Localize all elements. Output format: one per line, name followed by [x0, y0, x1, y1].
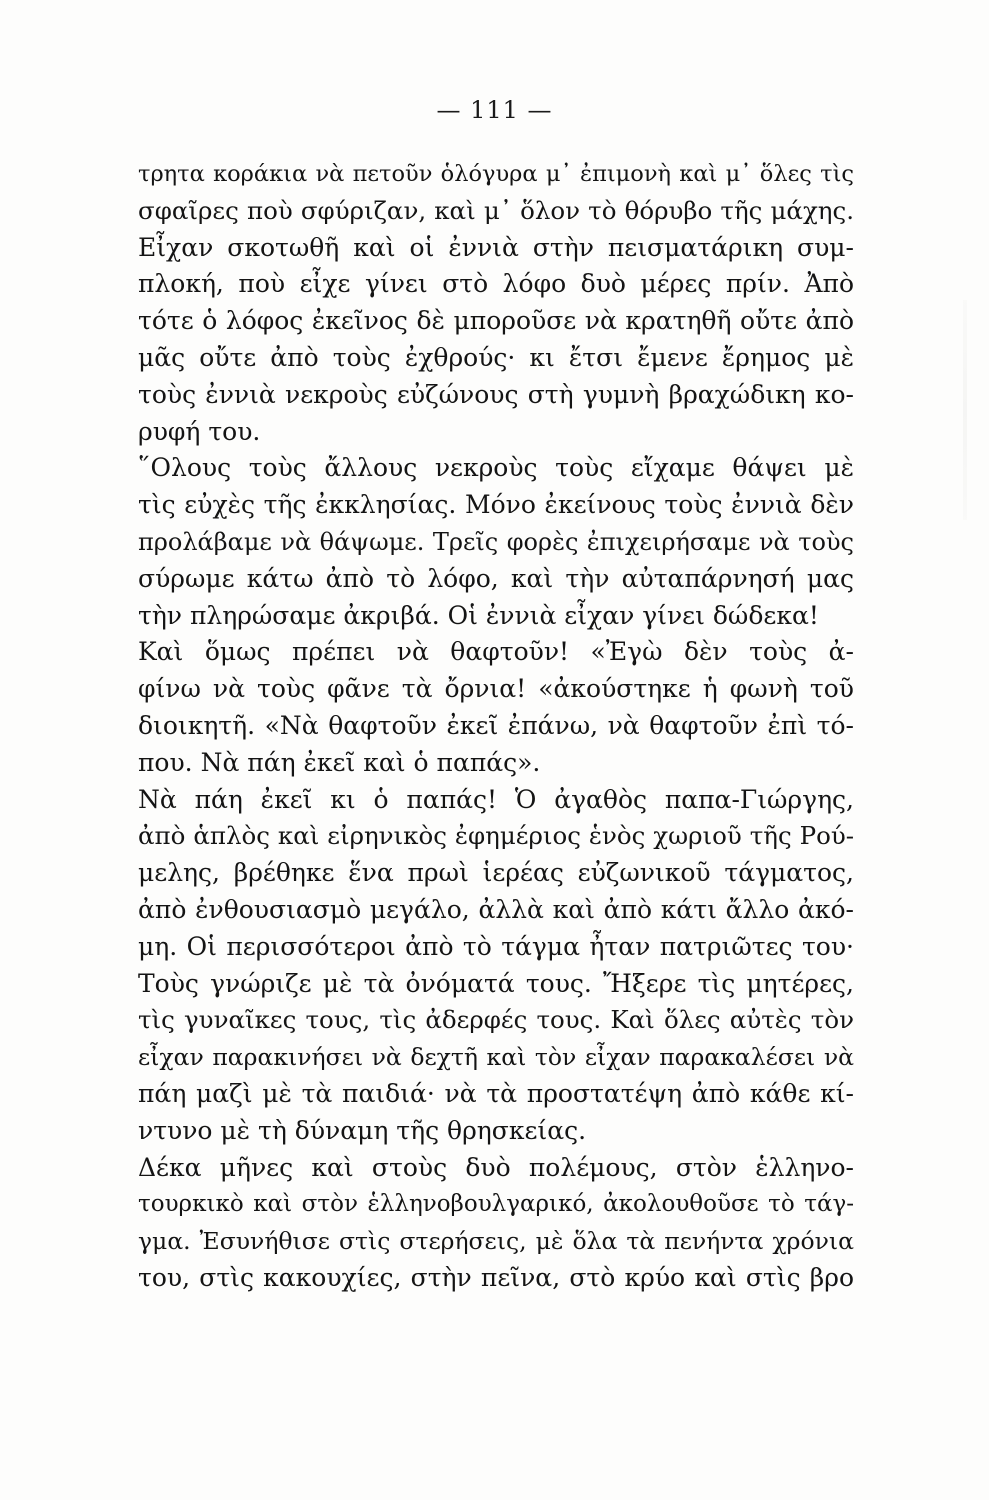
text-line: τοὺς ἐννιὰ νεκροὺς εὐζώνους στὴ γυμνὴ βραχώδικη κο-	[138, 379, 854, 409]
text-line: σύρωμε κάτω ἀπὸ τὸ λόφο, καὶ τὴν αὐταπάρνησή μας	[138, 563, 854, 593]
text-line: μη. Οἱ περισσότεροι ἀπὸ τὸ τάγμα ἦταν πατριῶτες του·	[138, 931, 854, 961]
text-line: ἀπὸ ἐνθουσιασμὸ μεγάλο, ἀλλὰ καὶ ἀπὸ κάτι ἄλλο ἀκό-	[138, 894, 854, 924]
text-line: του, στὶς κακουχίες, στὴν πεῖνα, στὸ κρύο καὶ στὶς βρο	[138, 1262, 854, 1292]
text-line: τότε ὁ λόφος ἐκεῖνος δὲ μποροῦσε νὰ κρατηθῆ οὔτε ἀπὸ	[138, 306, 854, 336]
text-line: τὴν πληρώσαμε ἀκριβά. Οἱ ἐννιὰ εἶχαν γίνει δώδεκα!	[138, 600, 819, 630]
text-line: φίνω νὰ τοὺς φᾶνε τὰ ὄρνια! «ἀκούστηκε ἡ φωνὴ τοῦ	[138, 674, 854, 704]
text-line: πάη μαζὶ μὲ τὰ παιδιά· νὰ τὰ προστατέψη ἀπὸ κάθε κί-	[138, 1078, 854, 1108]
page-number: — 111 —	[436, 96, 553, 124]
text-line: εἶχαν παρακινήσει νὰ δεχτῆ καὶ τὸν εἶχαν παρακαλέσει νὰ	[138, 1043, 854, 1072]
text-line: μελης, βρέθηκε ἕνα πρωὶ ἱερέας εὐζωνικοῦ τάγματος,	[138, 858, 854, 888]
text-line: μᾶς οὔτε ἀπὸ τοὺς ἐχθρούς· κι ἔτσι ἔμενε ἔρημος μὲ	[138, 342, 854, 372]
text-line: Εἶχαν σκοτωθῆ καὶ οἱ ἐννιὰ στὴν πεισματάρικη συμ-	[138, 232, 854, 262]
text-line: ῞Ολους τοὺς ἄλλους νεκροὺς τοὺς εἴχαμε θάψει μὲ	[138, 453, 854, 483]
text-line: διοικητῆ. «Νὰ θαφτοῦν ἐκεῖ ἐπάνω, νὰ θαφτοῦν ἐπὶ τό-	[138, 710, 854, 740]
text-line: τὶς γυναῖκες τους, τὶς ἀδερφές τους. Καὶ ὅλες αὐτὲς τὸν	[138, 1005, 854, 1035]
text-line: προλάβαμε νὰ θάψωμε. Τρεῖς φορὲς ἐπιχειρήσαμε νὰ τοὺς	[138, 527, 854, 556]
text-line: ρυφή του.	[138, 416, 261, 446]
text-line: Τοὺς γνώριζε μὲ τὰ ὀνόματά τους. Ἤξερε τὶς μητέρες,	[138, 968, 854, 998]
page-edge-shadow	[963, 300, 967, 520]
text-line: πλοκή, ποὺ εἶχε γίνει στὸ λόφο δυὸ μέρες πρίν. Ἀπὸ	[138, 269, 854, 299]
text-line: Νὰ πάη ἐκεῖ κι ὁ παπάς! Ὁ ἀγαθὸς παπα-Γιώργης,	[138, 784, 854, 814]
body-text	[138, 156, 854, 1297]
text-line: που. Νὰ πάη ἐκεῖ καὶ ὁ παπάς».	[138, 747, 541, 777]
text-line: τρητα κοράκια νὰ πετοῦν ὁλόγυρα μ᾿ ἐπιμονὴ καὶ μ᾿ ὅλες τὶς	[138, 161, 854, 187]
text-line: Δέκα μῆνες καὶ στοὺς δυὸ πολέμους, στὸν ἑλληνο-	[138, 1152, 854, 1182]
text-line: γμα. Ἐσυνήθισε στὶς στερήσεις, μὲ ὅλα τὰ πενήντα χρόνια	[138, 1227, 854, 1256]
text-line: τὶς εὐχὲς τῆς ἐκκλησίας. Μόνο ἐκείνους τοὺς ἐννιὰ δὲν	[138, 490, 854, 520]
text-line: τουρκικὸ καὶ στὸν ἑλληνοβουλγαρικό, ἀκολουθοῦσε τὸ τάγ-	[138, 1191, 854, 1218]
text-line: ντυνο μὲ τὴ δύναμη τῆς θρησκείας.	[138, 1115, 587, 1145]
text-line: σφαῖρες ποὺ σφύριζαν, καὶ μ᾿ ὅλον τὸ θόρυβο τῆς μάχης.	[138, 195, 854, 225]
text-line: Καὶ ὅμως πρέπει νὰ θαφτοῦν! «Ἐγὼ δὲν τοὺς ἀ-	[138, 637, 854, 667]
text-line: ἀπὸ ἁπλὸς καὶ εἰρηνικὸς ἐφημέριος ἑνὸς χωριοῦ τῆς Ρού-	[138, 821, 854, 851]
